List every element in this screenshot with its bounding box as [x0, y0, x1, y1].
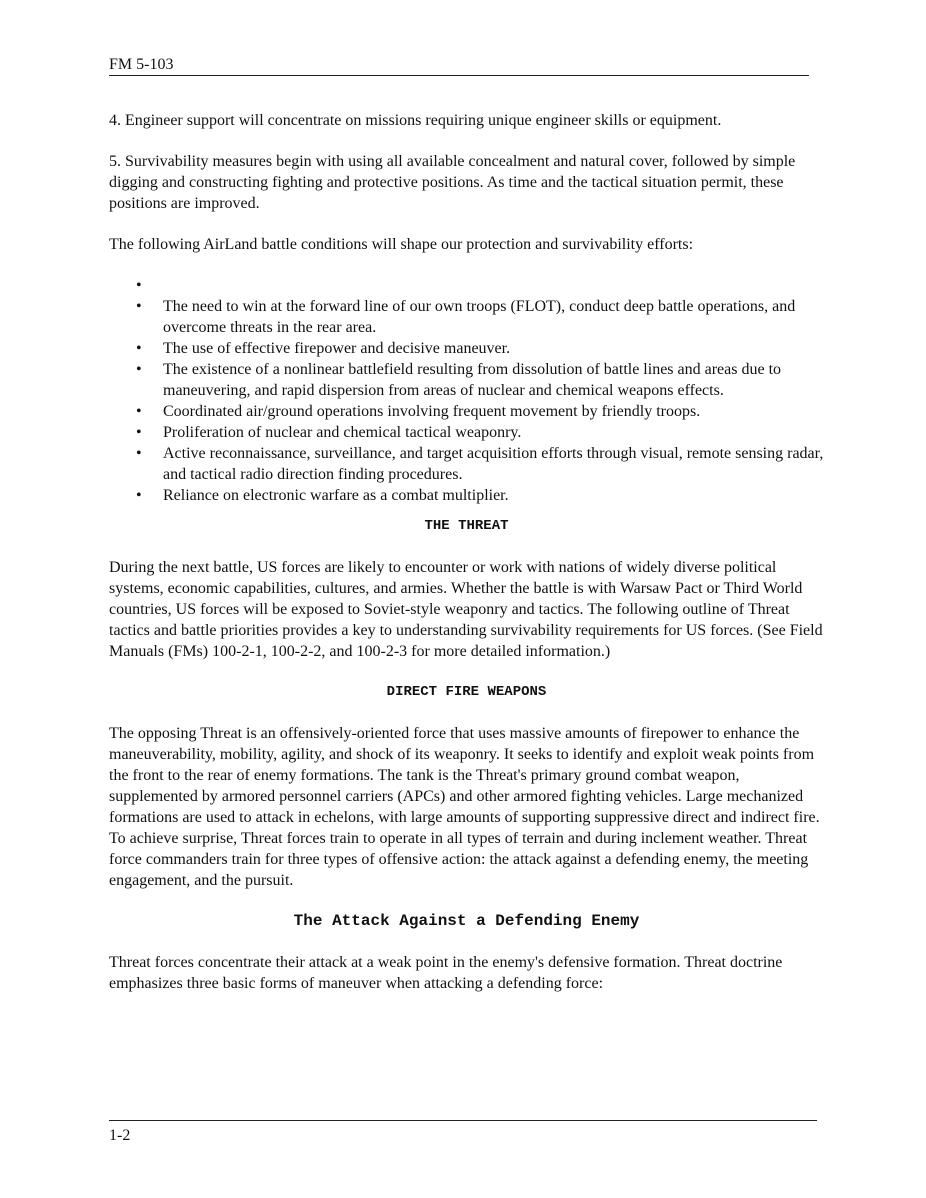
list-item: • Coordinated air/ground operations involving frequent movement by friendly troops.: [136, 403, 701, 420]
bullet-icon: •: [136, 487, 142, 504]
page-number: 1-2: [109, 1127, 131, 1144]
threat-heading: THE THREAT: [424, 518, 509, 534]
list-item: • The need to win at the forward line of our own troops (FLOT), conduct deep battle operations, and overcome threats in the rear area.: [136, 298, 796, 336]
direct-fire-weapons-heading: DIRECT FIRE WEAPONS: [386, 684, 547, 700]
document-id: FM 5-103: [109, 56, 174, 73]
threat-paragraph: During the next battle, US forces are likely to encounter or work with nations of widely diverse political systems, economic capabilities, cultures, and armies. Whether the battle is with Warsaw Pact or Third World countries, US forces will be exposed to Soviet-style weaponry and tactics. The following outline of Threat tactics and battle priorities provides a key to understanding survivability requirements for US forces. (See Field Manuals (FMs) 100-2-1, 100-2-2, and 100-2-3 for more detailed information.): [109, 559, 823, 660]
bullet-icon: •: [136, 340, 142, 357]
page-body: [109, 110, 824, 1014]
list-item: • Active reconnaissance, surveillance, and target acquisition efforts through visual, remote sensing radar, and tactical radio direction finding procedures.: [136, 445, 824, 483]
attack-heading: The Attack Against a Defending Enemy: [293, 912, 640, 930]
bullet-icon: •: [136, 424, 142, 441]
list-item: • The use of effective firepower and decisive maneuver.: [136, 340, 511, 357]
list-item: [109, 275, 824, 296]
conditions-list: [109, 275, 824, 506]
bullet-icon: •: [136, 298, 142, 315]
conditions-intro: The following AirLand battle conditions will shape our protection and survivability efforts:: [109, 236, 694, 253]
bullet-icon: •: [136, 403, 142, 420]
paragraph-5: 5. Survivability measures begin with using all available concealment and natural cover, followed by simple digging and constructing fighting and protective positions. As time and the tactical situation permit, these positions are improved.: [109, 153, 796, 212]
attack-paragraph: Threat forces concentrate their attack at a weak point in the enemy's defensive formation. Threat doctrine emphasizes three basic forms of maneuver when attacking a defending force:: [109, 954, 783, 992]
bullet-icon: •: [136, 361, 142, 378]
paragraph-4: 4. Engineer support will concentrate on missions requiring unique engineer skills or equipment.: [109, 112, 722, 129]
list-item: • The existence of a nonlinear battlefield resulting from dissolution of battle lines and areas due to maneuvering, and rapid dispersion from areas of nuclear and chemical weapons effects.: [136, 361, 782, 399]
bullet-icon: •: [136, 445, 142, 462]
footer-rule: [109, 1120, 817, 1121]
list-item: • Proliferation of nuclear and chemical tactical weaponry.: [136, 424, 522, 441]
running-header: [109, 56, 809, 76]
bullet-icon: •: [136, 277, 142, 294]
direct-fire-weapons-paragraph: The opposing Threat is an offensively-oriented force that uses massive amounts of firepower to enhance the maneuverability, mobility, agility, and shock of its weaponry. It seeks to identify and exploit weak points from the front to the rear of enemy formations. The tank is the Threat's primary ground combat weapon, supplemented by armored personnel carriers (APCs) and other armored fighting vehicles. Large mechanized formations are used to attack in echelons, with large amounts of supporting suppressive direct and indirect fire. To achieve surprise, Threat forces train to operate in all types of terrain and during inclement weather. Threat force commanders train for three types of offensive action: the attack against a defending enemy, the meeting engagement, and the pursuit.: [109, 725, 820, 889]
list-item: • Reliance on electronic warfare as a combat multiplier.: [136, 487, 509, 504]
